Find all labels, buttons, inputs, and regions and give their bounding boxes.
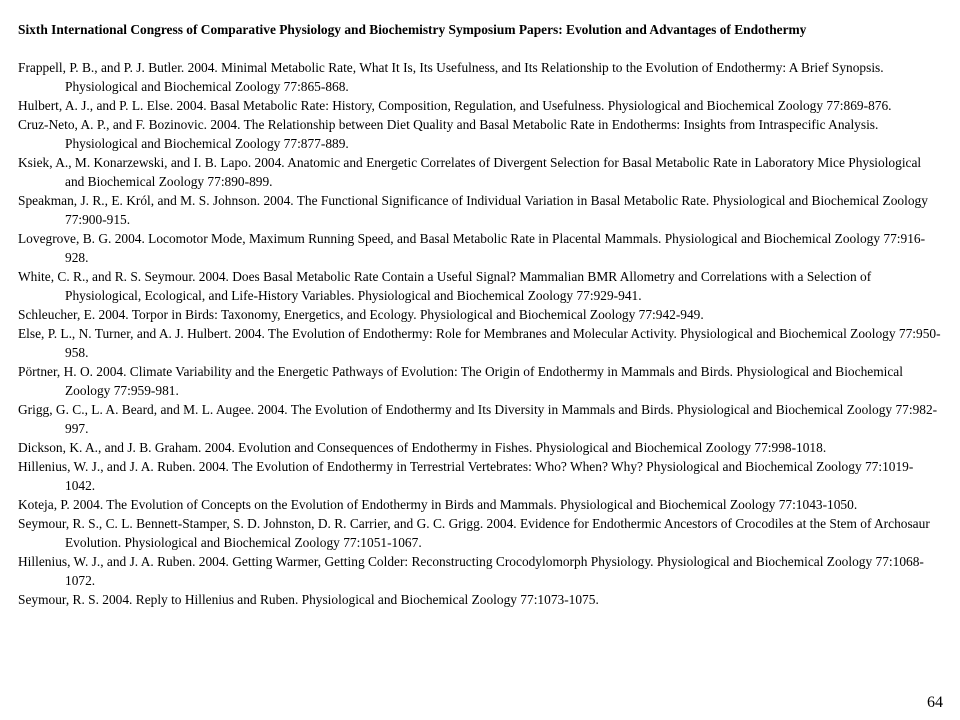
reference-item: Seymour, R. S., C. L. Bennett-Stamper, S. D. Johnston, D. R. Carrier, and G. C. Grigg. 2004. Evidence for Endothermic Ancestors of Crocodiles at the Stem of Archosaur Evolution. Physiological and Biochemical Zoology 77:1051-1067. bbox=[18, 516, 930, 550]
reference-item: Ksiek, A., M. Konarzewski, and I. B. Lapo. 2004. Anatomic and Energetic Correlates of Divergent Selection for Basal Metabolic Rate in Laboratory Mice Physiological and Biochemical Zoology 77:890-899. bbox=[18, 155, 922, 189]
reference-item: Grigg, G. C., L. A. Beard, and M. L. Augee. 2004. The Evolution of Endothermy and Its Diversity in Mammals and Birds. Physiological and Biochemical Zoology 77:982-997. bbox=[18, 402, 938, 436]
reference-item: Else, P. L., N. Turner, and A. J. Hulbert. 2004. The Evolution of Endothermy: Role for Membranes and Molecular Activity. Physiological and Biochemical Zoology 77:950-958. bbox=[18, 326, 941, 360]
reference-item: Pörtner, H. O. 2004. Climate Variability and the Energetic Pathways of Evolution: The Origin of Endothermy in Mammals and Birds. Physiological and Biochemical Zoology 77:959-981. bbox=[18, 364, 903, 398]
reference-item: Seymour, R. S. 2004. Reply to Hillenius and Ruben. Physiological and Biochemical Zoology 77:1073-1075. bbox=[18, 592, 599, 607]
page-number: 64 bbox=[927, 694, 943, 711]
reference-item: Speakman, J. R., E. Król, and M. S. Johnson. 2004. The Functional Significance of Individual Variation in Basal Metabolic Rate. Physiological and Biochemical Zoology 77:900-915. bbox=[18, 193, 928, 227]
reference-item: Lovegrove, B. G. 2004. Locomotor Mode, Maximum Running Speed, and Basal Metabolic Rate in Placental Mammals. Physiological and Biochemical Zoology 77:916-928. bbox=[18, 231, 926, 265]
reference-item: Schleucher, E. 2004. Torpor in Birds: Taxonomy, Energetics, and Ecology. Physiological and Biochemical Zoology 77:942-949. bbox=[18, 307, 704, 322]
reference-item: Cruz-Neto, A. P., and F. Bozinovic. 2004. The Relationship between Diet Quality and Basal Metabolic Rate in Endotherms: Insights from Intraspecific Analysis. Physiological and Biochemical Zoology 77:877-889. bbox=[18, 117, 879, 151]
reference-item: Dickson, K. A., and J. B. Graham. 2004. Evolution and Consequences of Endothermy in Fishes. Physiological and Biochemical Zoology 77:998-1018. bbox=[18, 440, 827, 455]
reference-list bbox=[18, 58, 942, 609]
reference-item: Hulbert, A. J., and P. L. Else. 2004. Basal Metabolic Rate: History, Composition, Regulation, and Usefulness. Physiological and Biochemical Zoology 77:869-876. bbox=[18, 98, 892, 113]
document-page bbox=[18, 20, 942, 609]
reference-item: Hillenius, W. J., and J. A. Ruben. 2004. Getting Warmer, Getting Colder: Reconstructing Crocodylomorph Physiology. Physiological and Biochemical Zoology 77:1068-1072. bbox=[18, 554, 924, 588]
reference-item: Koteja, P. 2004. The Evolution of Concepts on the Evolution of Endothermy in Birds and Mammals. Physiological and Biochemical Zoology 77:1043-1050. bbox=[18, 497, 858, 512]
document-title: Sixth International Congress of Comparative Physiology and Biochemistry Symposium Papers: Evolution and Advantages of Endothermy bbox=[18, 22, 807, 37]
reference-item: White, C. R., and R. S. Seymour. 2004. Does Basal Metabolic Rate Contain a Useful Signal? Mammalian BMR Allometry and Correlations with a Selection of Physiological, Ecological, and Life-History Variables. Physiological and Biochemical Zoology 77:929-941. bbox=[18, 269, 872, 303]
reference-item: Hillenius, W. J., and J. A. Ruben. 2004. The Evolution of Endothermy in Terrestrial Vertebrates: Who? When? Why? Physiological and Biochemical Zoology 77:1019-1042. bbox=[18, 459, 914, 493]
reference-item: Frappell, P. B., and P. J. Butler. 2004. Minimal Metabolic Rate, What It Is, Its Usefulness, and Its Relationship to the Evolution of Endothermy: A Brief Synopsis. Physiological and Biochemical Zoology 77:865-868. bbox=[18, 60, 884, 94]
